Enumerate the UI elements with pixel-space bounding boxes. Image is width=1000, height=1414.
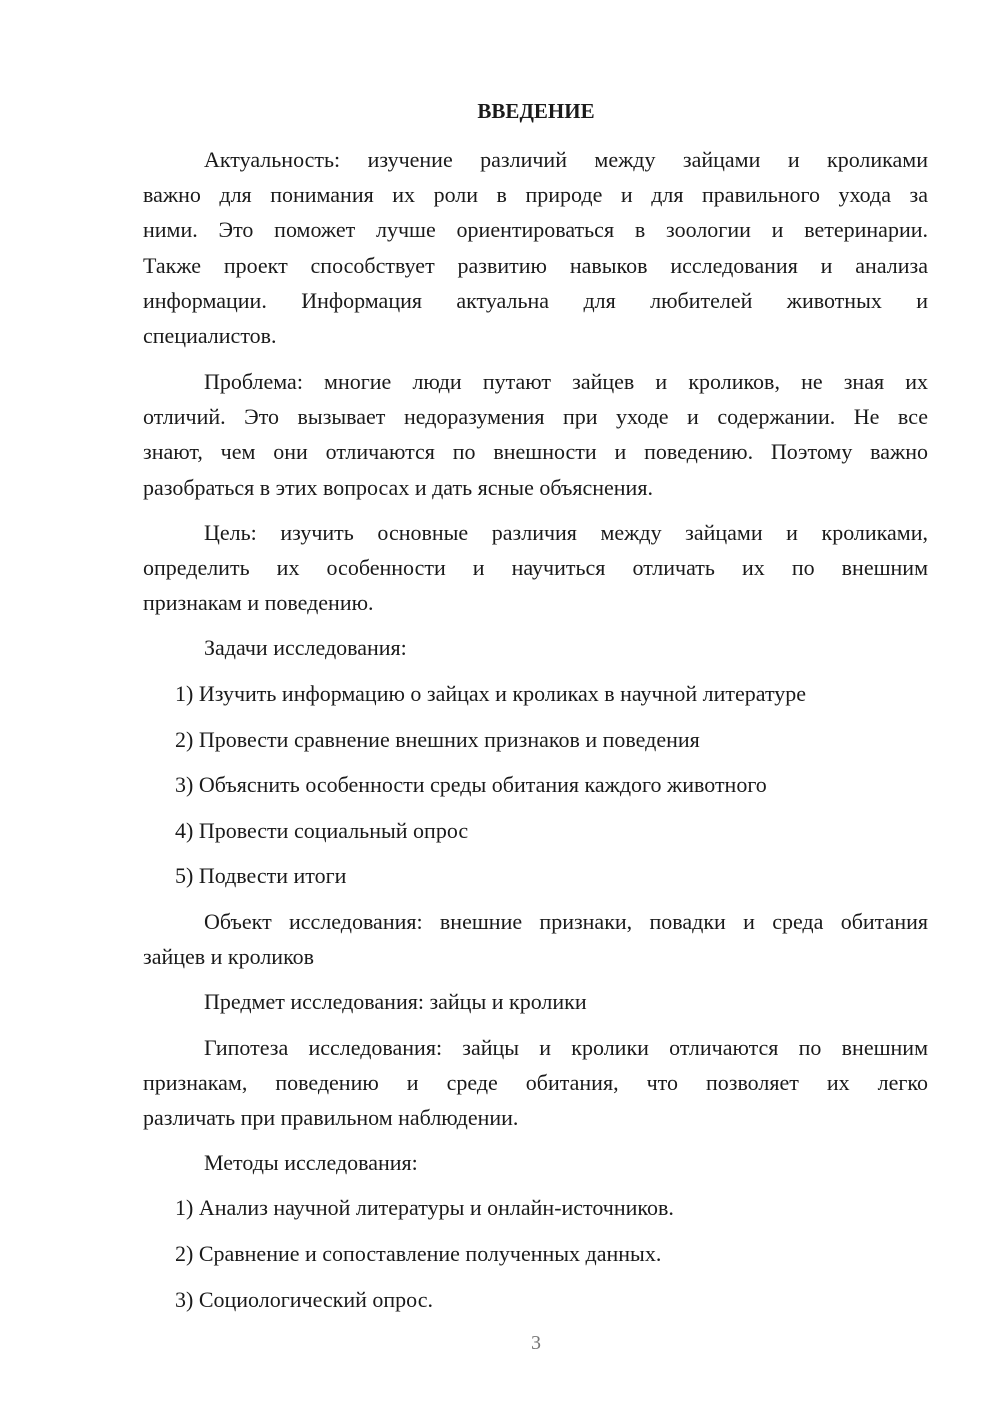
method-item: 1) Анализ научной литературы и онлайн-источников. — [175, 1195, 674, 1220]
paragraph-line: Актуальность: изучение различий между зайцами и кроликами — [204, 147, 928, 172]
paragraph-line: ними. Это поможет лучше ориентироваться в зоологии и ветеринарии. — [143, 217, 928, 243]
paragraph-line: Проблема: многие люди путают зайцев и кроликов, не зная их — [204, 369, 928, 394]
object-paragraph — [143, 904, 928, 974]
tasks-title: Задачи исследования: — [204, 635, 407, 660]
methods-title: Методы исследования: — [204, 1150, 418, 1175]
method-item: 3) Социологический опрос. — [175, 1287, 433, 1312]
paragraph-line: Объект исследования: внешние признаки, повадки и среда обитания — [204, 909, 928, 934]
paragraph-line: определить их особенности и научиться отличать их по внешним — [143, 555, 928, 581]
page-number: 3 — [531, 1332, 541, 1354]
section-heading: ВВЕДЕНИЕ — [477, 99, 595, 123]
paragraph-line: специалистов. — [143, 323, 277, 349]
goal-paragraph — [143, 515, 928, 621]
paragraph-line: Цель: изучить основные различия между зайцами и кроликами, — [204, 520, 928, 545]
task-item: 3) Объяснить особенности среды обитания каждого животного — [175, 772, 767, 797]
task-item: 5) Подвести итоги — [175, 863, 347, 888]
paragraph-line: отличий. Это вызывает недоразумения при уходе и содержании. Не все — [143, 404, 928, 430]
paragraph-line: разобраться в этих вопросах и дать ясные объяснения. — [143, 474, 653, 500]
paragraph-line: Гипотеза исследования: зайцы и кролики отличаются по внешним — [204, 1035, 928, 1060]
method-item: 2) Сравнение и сопоставление полученных данных. — [175, 1241, 662, 1266]
task-item: 1) Изучить информацию о зайцах и кроликах в научной литературе — [175, 681, 807, 706]
relevance-paragraph — [143, 142, 928, 353]
task-item: 2) Провести сравнение внешних признаков и поведения — [175, 727, 700, 752]
paragraph-line: различать при правильном наблюдении. — [143, 1105, 519, 1131]
paragraph-line: знают, чем они отличаются по внешности и поведению. Поэтому важно — [143, 439, 928, 465]
paragraph-line: информации. Информация актуальна для любителей животных и — [143, 287, 928, 313]
paragraph-line: важно для понимания их роли в природе и для правильного ухода за — [143, 182, 928, 208]
task-item: 4) Провести социальный опрос — [175, 818, 469, 843]
paragraph-line: зайцев и кроликов — [143, 944, 315, 970]
problem-paragraph — [143, 364, 928, 505]
subject-line: Предмет исследования: зайцы и кролики — [204, 989, 587, 1014]
paragraph-line: Также проект способствует развитию навыков исследования и анализа — [143, 252, 928, 278]
paragraph-line: признакам, поведению и среде обитания, что позволяет их легко — [143, 1070, 928, 1096]
paragraph-line: признакам и поведению. — [143, 590, 374, 616]
hypothesis-paragraph — [143, 1030, 928, 1136]
